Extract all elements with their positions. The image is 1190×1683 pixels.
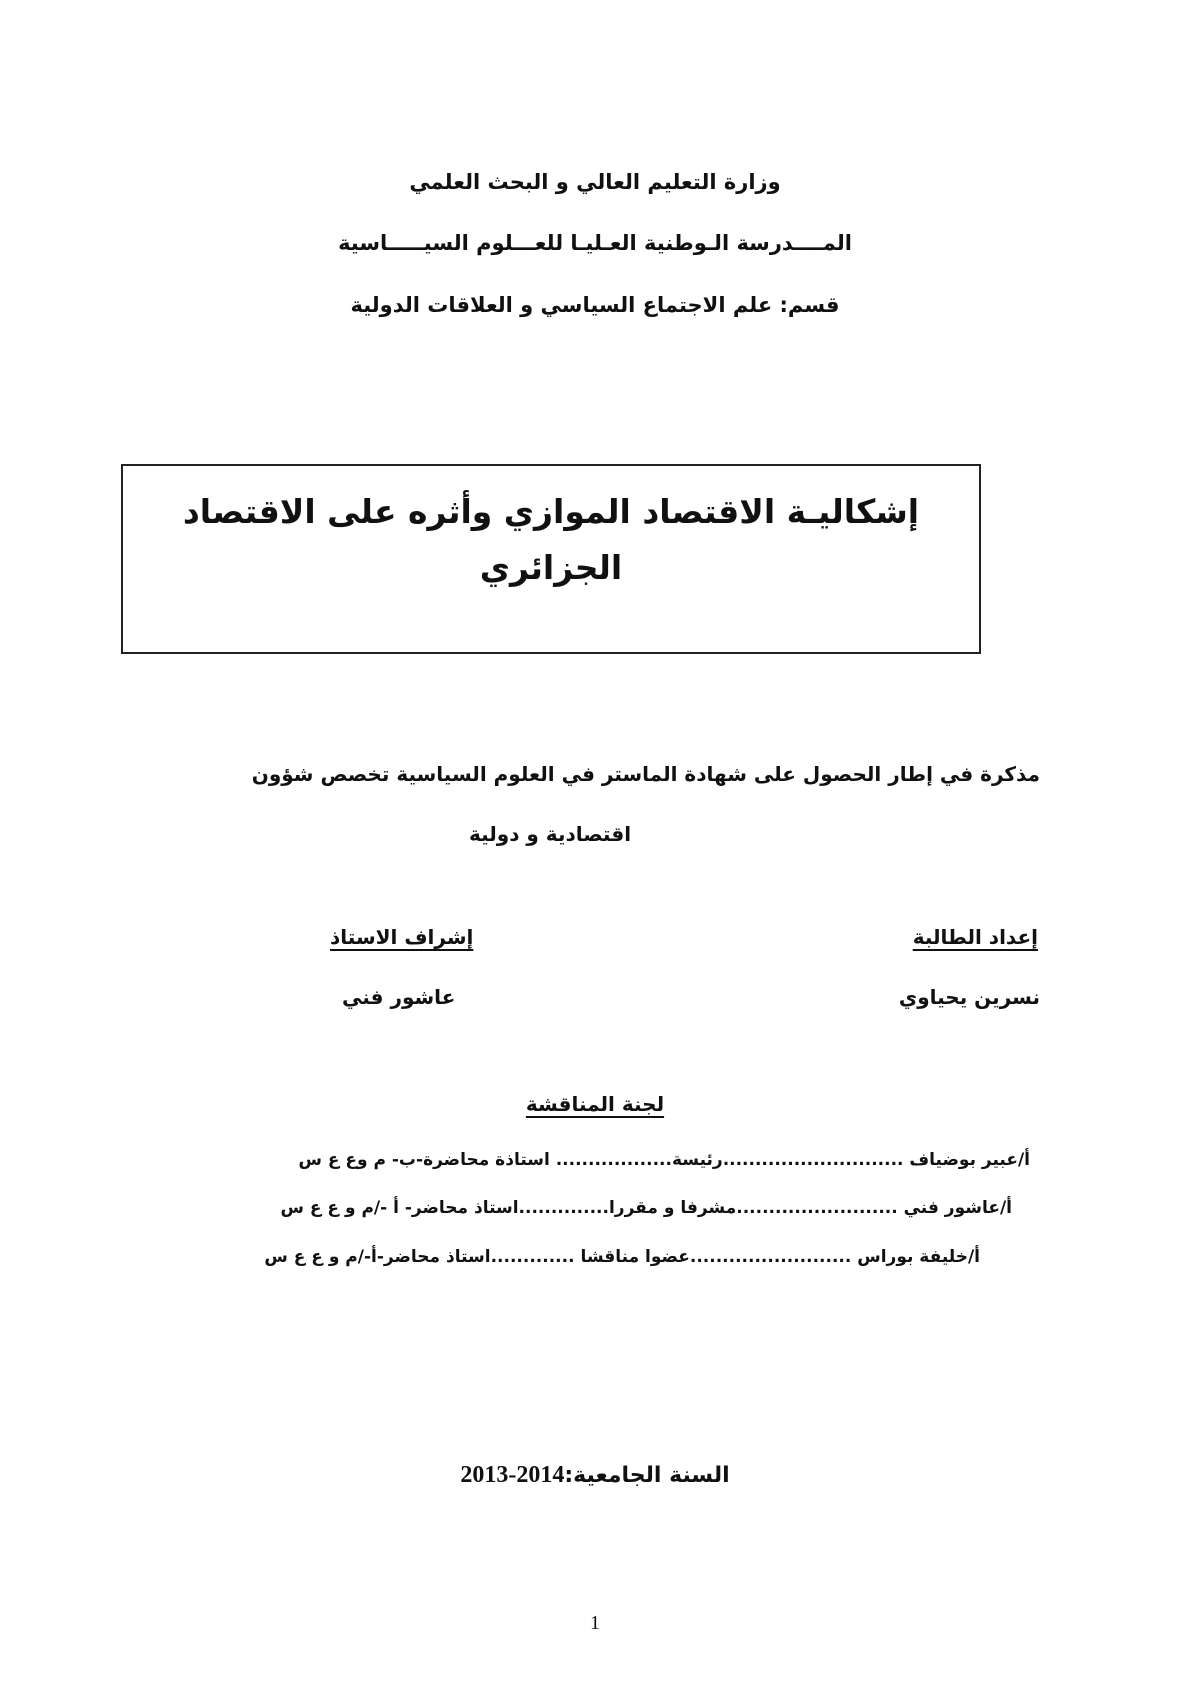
memo-line-1: مذكرة في إطار الحصول على شهادة الماستر في العلوم السياسية تخصص شؤون — [251, 762, 1040, 786]
department-name: قسم: علم الاجتماع السياسي و العلاقات الدولية — [350, 293, 840, 317]
thesis-title — [123, 484, 979, 596]
school-name: المــــدرسة الـوطنية العـليـا للعـــلوم السيـــــاسية — [338, 231, 852, 255]
supervisor-label: إشراف الاستاذ — [330, 925, 474, 949]
committee-title: لجنة المناقشة — [525, 1092, 665, 1116]
academic-year — [0, 1462, 1190, 1489]
page-number: 1 — [590, 1612, 600, 1634]
committee-member: أ/خليفة بوراس .........................عضوا مناقشا .............استاذ محاضر-أ-/م و ع ع س — [264, 1247, 980, 1267]
student-label: إعداد الطالبة — [912, 925, 1038, 949]
thesis-title-line2: الجزائري — [479, 548, 623, 587]
thesis-title-box — [121, 464, 981, 654]
ministry-name: وزارة التعليم العالي و البحث العلمي — [409, 170, 781, 194]
memo-line-2: اقتصادية و دولية — [468, 822, 632, 846]
supervisor-name: عاشور فني — [342, 985, 456, 1009]
committee-member: أ/عاشور فني .........................مشرفا و مقررا..............استاذ محاضر- أ -/م و ع ع س — [280, 1198, 1012, 1218]
thesis-title-line1: إشكاليـة الاقتصاد الموازي وأثره على الاقتصاد — [182, 492, 920, 531]
academic-year-value: 2013-2014 — [460, 1462, 565, 1488]
academic-year-label: السنة الجامعية: — [564, 1463, 730, 1488]
committee-member: أ/عبير بوضياف ............................رئيسة.................. استاذة محاضرة-ب- م وع ع س — [298, 1150, 1030, 1170]
student-name: نسرين يحياوي — [898, 985, 1040, 1009]
